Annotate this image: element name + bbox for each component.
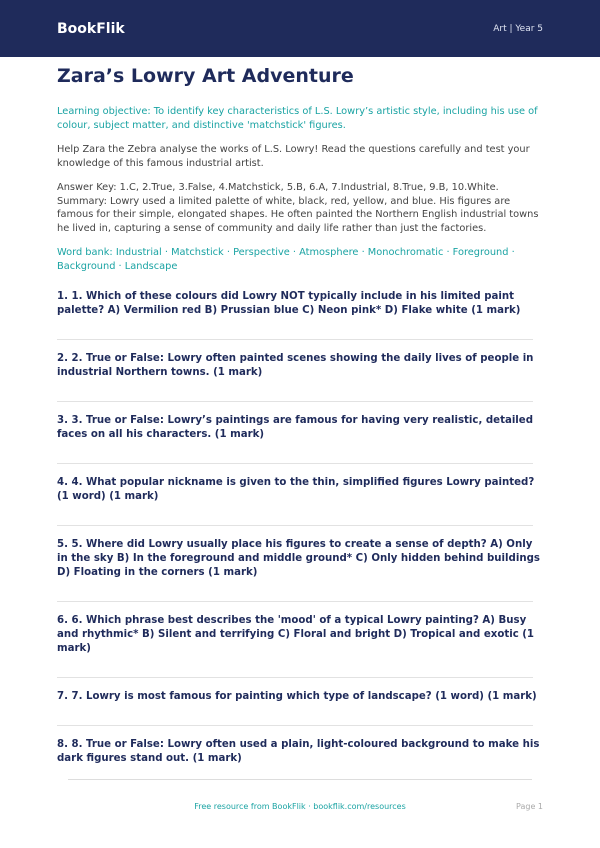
- question-text: 3. 3. True or False: Lowry’s paintings are famous for having very realistic, detailed faces on all his characters. (1 mark): [57, 415, 533, 440]
- question-item: [57, 290, 541, 352]
- question-text: 4. 4. What popular nickname is given to the thin, simplified figures Lowry painted? (1 word) (1 mark): [57, 477, 535, 502]
- header-bar: [0, 0, 600, 57]
- answer-line: [57, 677, 533, 678]
- word-bank: Word bank: Industrial · Matchstick · Perspective · Atmosphere · Monochromatic · Foreground · Background · Landscape: [57, 247, 515, 272]
- page-number: Page 1: [516, 802, 543, 811]
- question-item: [57, 690, 541, 738]
- answer-line: [57, 725, 533, 726]
- question-item: [57, 538, 541, 614]
- question-list: [57, 290, 541, 800]
- question-item: [57, 414, 541, 476]
- question-item: [57, 476, 541, 538]
- learning-objective: Learning objective: To identify key characteristics of L.S. Lowry’s artistic style, including his use of colour, subject matter, and distinctive 'matchstick' figures.: [57, 106, 538, 131]
- subject-year-label: Art | Year 5: [493, 23, 543, 34]
- question-item: [57, 614, 541, 690]
- answer-key: Answer Key: 1.C, 2.True, 3.False, 4.Matchstick, 5.B, 6.A, 7.Industrial, 8.True, 9.B, 10.White. Summary: Lowry used a limited palette of white, black, red, yellow, and blue. His figures are famous for their simple, elongated shapes. He often painted the Northern English industrial towns he lived in, capturing a sense of community and daily life rather than just the factories.: [57, 182, 539, 234]
- answer-line: [57, 463, 533, 464]
- answer-line: [57, 601, 533, 602]
- worksheet-content: [57, 63, 541, 800]
- question-item: [57, 352, 541, 414]
- question-text: 8. 8. True or False: Lowry often used a plain, light-coloured background to make his dark figures stand out. (1 mark): [57, 739, 540, 764]
- question-text: 1. 1. Which of these colours did Lowry NOT typically include in his limited paint palette? A) Vermilion red B) Prussian blue C) Neon pink* D) Flake white (1 mark): [57, 291, 521, 316]
- question-item: [57, 738, 541, 800]
- question-text: 7. 7. Lowry is most famous for painting which type of landscape? (1 word) (1 mark): [57, 691, 537, 702]
- answer-line: [57, 339, 533, 340]
- brand-logo[interactable]: BookFlik: [57, 20, 125, 37]
- question-text: 6. 6. Which phrase best describes the 'mood' of a typical Lowry painting? A) Busy and rhythmic* B) Silent and terrifying C) Floral and bright D) Tropical and exotic (1 mark): [57, 615, 535, 654]
- intro-text: Help Zara the Zebra analyse the works of L.S. Lowry! Read the questions carefully and test your knowledge of this famous industrial artist.: [57, 144, 530, 169]
- footer-divider: [68, 779, 532, 780]
- page-title: Zara’s Lowry Art Adventure: [57, 65, 354, 87]
- footer-resource-link[interactable]: Free resource from BookFlik · bookflik.com/resources: [194, 802, 406, 811]
- answer-line: [57, 401, 533, 402]
- question-text: 2. 2. True or False: Lowry often painted scenes showing the daily lives of people in industrial Northern towns. (1 mark): [57, 353, 534, 378]
- answer-line: [57, 525, 533, 526]
- question-text: 5. 5. Where did Lowry usually place his figures to create a sense of depth? A) Only in the sky B) In the foreground and middle ground* C) Only hidden behind buildings D) Floating in the corners (1 mark): [57, 539, 540, 578]
